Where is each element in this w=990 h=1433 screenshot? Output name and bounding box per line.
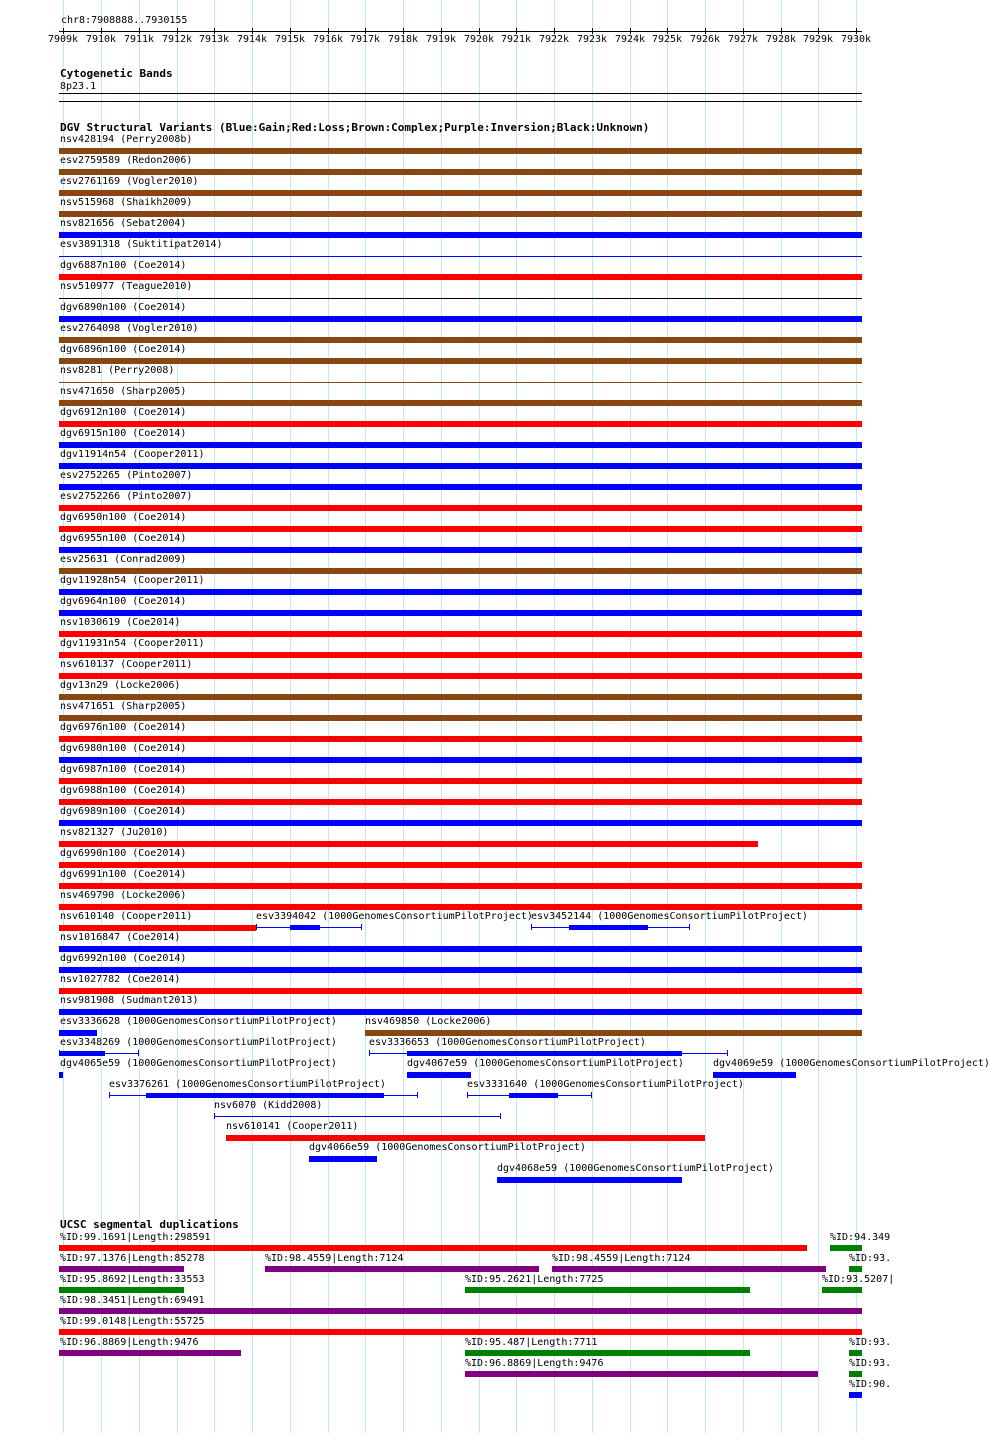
sv-feature xyxy=(59,484,862,490)
sv-feature xyxy=(59,673,862,679)
ruler-tick-label: 7910k xyxy=(85,34,117,45)
sv-label: nsv6070 (Kidd2008) xyxy=(214,1100,323,1111)
sv-feature xyxy=(214,1116,501,1117)
segdup-feature xyxy=(59,1266,184,1272)
ruler-tick-label: 7923k xyxy=(576,34,608,45)
sv-end-tick xyxy=(109,1092,110,1098)
sv-label: dgv6896n100 (Coe2014) xyxy=(60,344,187,355)
sv-label: dgv6989n100 (Coe2014) xyxy=(60,806,187,817)
sv-label: dgv6887n100 (Coe2014) xyxy=(60,260,187,271)
segdup-label: %ID:98.4559|Length:7124 xyxy=(265,1253,404,1264)
sv-label: nsv610140 (Cooper2011) xyxy=(60,911,193,922)
segdup-label: %ID:93. xyxy=(849,1358,892,1369)
sv-feature xyxy=(59,589,862,595)
ruler-tick-label: 7926k xyxy=(689,34,721,45)
sv-label: nsv981908 (Sudmant2013) xyxy=(60,995,199,1006)
sv-feature xyxy=(59,862,862,868)
sv-label: nsv610137 (Cooper2011) xyxy=(60,659,193,670)
sv-feature xyxy=(59,715,862,721)
sv-label: dgv4066e59 (1000GenomesConsortiumPilotProject) xyxy=(309,1142,586,1153)
sv-label: dgv6988n100 (Coe2014) xyxy=(60,785,187,796)
sv-end-tick xyxy=(361,924,362,930)
ruler-tick-label: 7929k xyxy=(802,34,834,45)
sv-label: dgv6990n100 (Coe2014) xyxy=(60,848,187,859)
sv-feature xyxy=(497,1177,682,1183)
segdup-label: %ID:95.487|Length:7711 xyxy=(465,1337,598,1348)
ruler-tick-label: 7924k xyxy=(614,34,646,45)
sv-end-tick xyxy=(256,924,257,930)
ruler-tick-label: 7930k xyxy=(840,34,872,45)
sv-feature xyxy=(59,988,862,994)
sv-end-tick xyxy=(369,1050,370,1056)
sv-label: dgv6987n100 (Coe2014) xyxy=(60,764,187,775)
sv-label: esv2752265 (Pinto2007) xyxy=(60,470,193,481)
sv-label: dgv11928n54 (Cooper2011) xyxy=(60,575,205,586)
sv-feature xyxy=(59,967,862,973)
sv-feature xyxy=(59,799,862,805)
sv-feature xyxy=(713,1072,796,1078)
sv-label: esv25631 (Conrad2009) xyxy=(60,554,187,565)
segdup-label: %ID:96.8869|Length:9476 xyxy=(465,1358,604,1369)
segdup-label: %ID:98.4559|Length:7124 xyxy=(552,1253,691,1264)
sv-label: nsv515968 (Shaikh2009) xyxy=(60,197,193,208)
sv-label: dgv6980n100 (Coe2014) xyxy=(60,743,187,754)
segdup-feature xyxy=(465,1371,818,1377)
segdup-label: %ID:93. xyxy=(849,1337,892,1348)
sv-feature xyxy=(59,505,862,511)
sv-feature xyxy=(59,631,862,637)
sv-label: nsv821327 (Ju2010) xyxy=(60,827,169,838)
segdup-feature xyxy=(822,1287,862,1293)
sv-end-tick xyxy=(727,1050,728,1056)
sv-label: nsv469850 (Locke2006) xyxy=(365,1016,492,1027)
sv-feature xyxy=(59,778,862,784)
sv-label: nsv1030619 (Coe2014) xyxy=(60,617,181,628)
sv-feature xyxy=(59,883,862,889)
sv-feature xyxy=(59,946,862,952)
sv-feature xyxy=(59,382,862,383)
sv-feature xyxy=(59,736,862,742)
sv-feature xyxy=(59,169,862,175)
segdup-feature xyxy=(849,1350,862,1356)
sv-feature xyxy=(59,1030,97,1036)
sv-label: esv3394042 (1000GenomesConsortiumPilotProject) xyxy=(256,911,533,922)
sv-label: dgv11931n54 (Cooper2011) xyxy=(60,638,205,649)
sv-label: dgv4069e59 (1000GenomesConsortiumPilotProject) xyxy=(713,1058,990,1069)
sv-label: nsv1016847 (Coe2014) xyxy=(60,932,181,943)
sv-end-tick xyxy=(689,924,690,930)
ruler-tick-label: 7920k xyxy=(463,34,495,45)
ruler-tick-label: 7914k xyxy=(236,34,268,45)
sv-label: nsv610141 (Cooper2011) xyxy=(226,1121,359,1132)
sv-feature xyxy=(407,1072,471,1078)
sv-feature xyxy=(59,694,862,700)
sv-label: esv3331640 (1000GenomesConsortiumPilotProject) xyxy=(467,1079,744,1090)
sv-feature xyxy=(59,358,862,364)
sv-feature xyxy=(59,547,862,553)
ruler-tick-label: 7909k xyxy=(47,34,79,45)
sv-feature xyxy=(59,256,862,257)
sv-label: nsv469790 (Locke2006) xyxy=(60,890,187,901)
ruler-tick-label: 7922k xyxy=(538,34,570,45)
sv-feature xyxy=(59,925,256,931)
sv-feature xyxy=(365,1030,862,1036)
sv-label: esv3452144 (1000GenomesConsortiumPilotProject) xyxy=(531,911,808,922)
sv-label: nsv1027782 (Coe2014) xyxy=(60,974,181,985)
segdup-feature xyxy=(552,1266,826,1272)
sv-feature xyxy=(309,1156,377,1162)
sv-feature xyxy=(59,298,862,299)
cytoband-line-bottom xyxy=(59,101,862,102)
segdup-feature xyxy=(465,1287,750,1293)
segdup-feature xyxy=(59,1308,862,1314)
sv-feature xyxy=(59,148,862,154)
sv-end-tick xyxy=(500,1113,501,1119)
position-label: chr8:7908888..7930155 xyxy=(61,15,188,26)
sv-label: dgv6976n100 (Coe2014) xyxy=(60,722,187,733)
sv-feature xyxy=(59,463,862,469)
ruler-tick-label: 7919k xyxy=(425,34,457,45)
sv-feature xyxy=(59,1051,105,1056)
sv-feature xyxy=(59,1072,63,1078)
cytoband-line-top xyxy=(59,93,862,94)
sv-end-tick xyxy=(591,1092,592,1098)
sv-label: nsv821656 (Sebat2004) xyxy=(60,218,187,229)
ruler-tick-label: 7918k xyxy=(387,34,419,45)
segdup-feature xyxy=(265,1266,539,1272)
segdup-feature xyxy=(465,1350,750,1356)
segdup-label: %ID:95.8692|Length:33553 xyxy=(60,1274,205,1285)
sv-label: dgv11914n54 (Cooper2011) xyxy=(60,449,205,460)
sv-label: dgv6964n100 (Coe2014) xyxy=(60,596,187,607)
segdup-feature xyxy=(59,1350,241,1356)
ruler-tick-label: 7917k xyxy=(349,34,381,45)
sv-label: esv3891318 (Suktitipat2014) xyxy=(60,239,223,250)
sv-feature xyxy=(59,211,862,217)
sv-label: esv2752266 (Pinto2007) xyxy=(60,491,193,502)
segdup-feature xyxy=(849,1266,862,1272)
sv-feature xyxy=(226,1135,706,1141)
segdup-label: %ID:95.2621|Length:7725 xyxy=(465,1274,604,1285)
ruler-tick-label: 7915k xyxy=(274,34,306,45)
ruler-tick-label: 7928k xyxy=(765,34,797,45)
sv-feature xyxy=(59,757,862,763)
ruler-tick-label: 7921k xyxy=(500,34,532,45)
segdup-label: %ID:99.1691|Length:298591 xyxy=(60,1232,211,1243)
dgv-track-title: DGV Structural Variants (Blue:Gain;Red:Loss;Brown:Complex;Purple:Inversion;Black:Unknown) xyxy=(60,121,650,134)
segdup-label: %ID:96.8869|Length:9476 xyxy=(60,1337,199,1348)
ruler-tick-label: 7925k xyxy=(651,34,683,45)
sv-label: dgv6915n100 (Coe2014) xyxy=(60,428,187,439)
sv-feature xyxy=(59,610,862,616)
segdup-label: %ID:94.349 xyxy=(830,1232,891,1243)
sv-feature xyxy=(59,568,862,574)
sv-feature xyxy=(509,1093,558,1098)
sv-label: esv3336628 (1000GenomesConsortiumPilotProject) xyxy=(60,1016,337,1027)
sv-feature xyxy=(59,841,758,847)
sv-label: esv3348269 (1000GenomesConsortiumPilotProject) xyxy=(60,1037,337,1048)
sv-end-tick xyxy=(417,1092,418,1098)
sv-feature xyxy=(59,421,862,427)
segdup-label: %ID:97.1376|Length:85278 xyxy=(60,1253,205,1264)
segdup-label: %ID:93.5207| xyxy=(822,1274,895,1285)
sv-feature xyxy=(290,925,320,930)
sv-label: dgv4067e59 (1000GenomesConsortiumPilotProject) xyxy=(407,1058,684,1069)
ruler-tick-label: 7927k xyxy=(727,34,759,45)
sv-end-tick xyxy=(138,1050,139,1056)
ruler-tick-label: 7916k xyxy=(312,34,344,45)
sv-end-tick xyxy=(214,1113,215,1119)
sv-label: dgv6950n100 (Coe2014) xyxy=(60,512,187,523)
sv-label: dgv6955n100 (Coe2014) xyxy=(60,533,187,544)
sv-label: esv2764098 (Vogler2010) xyxy=(60,323,199,334)
segdup-label: %ID:98.3451|Length:69491 xyxy=(60,1295,205,1306)
sv-feature xyxy=(59,190,862,196)
sv-feature xyxy=(59,337,862,343)
sv-feature xyxy=(59,232,862,238)
segdup-feature xyxy=(830,1245,862,1251)
segdup-track-title: UCSC segmental duplications xyxy=(60,1218,239,1231)
sv-feature xyxy=(569,925,648,930)
sv-feature xyxy=(59,400,862,406)
sv-label: dgv6991n100 (Coe2014) xyxy=(60,869,187,880)
sv-label: dgv6890n100 (Coe2014) xyxy=(60,302,187,313)
segdup-feature xyxy=(59,1329,862,1335)
cytoband-label: 8p23.1 xyxy=(60,81,97,92)
sv-end-tick xyxy=(467,1092,468,1098)
segdup-feature xyxy=(849,1392,862,1398)
sv-feature xyxy=(59,1009,862,1015)
sv-feature xyxy=(59,316,862,322)
segdup-feature xyxy=(59,1245,807,1251)
sv-label: nsv471651 (Sharp2005) xyxy=(60,701,187,712)
segdup-feature xyxy=(59,1287,184,1293)
sv-label: dgv6992n100 (Coe2014) xyxy=(60,953,187,964)
sv-label: dgv4068e59 (1000GenomesConsortiumPilotProject) xyxy=(497,1163,774,1174)
sv-feature xyxy=(59,442,862,448)
segdup-label: %ID:90. xyxy=(849,1379,892,1390)
sv-label: esv2759589 (Redon2006) xyxy=(60,155,193,166)
sv-feature xyxy=(59,526,862,532)
sv-label: dgv4065e59 (1000GenomesConsortiumPilotProject) xyxy=(60,1058,337,1069)
sv-label: dgv13n29 (Locke2006) xyxy=(60,680,181,691)
sv-feature xyxy=(59,904,862,910)
ruler-tick-label: 7912k xyxy=(161,34,193,45)
segdup-label: %ID:99.0148|Length:55725 xyxy=(60,1316,205,1327)
sv-end-tick xyxy=(531,924,532,930)
ruler-tick-label: 7913k xyxy=(198,34,230,45)
sv-feature xyxy=(59,274,862,280)
sv-label: esv2761169 (Vogler2010) xyxy=(60,176,199,187)
sv-label: nsv428194 (Perry2008b) xyxy=(60,134,193,145)
segdup-label: %ID:93. xyxy=(849,1253,892,1264)
sv-feature xyxy=(146,1093,384,1098)
sv-label: nsv510977 (Teague2010) xyxy=(60,281,193,292)
sv-feature xyxy=(59,652,862,658)
segdup-feature xyxy=(849,1371,862,1377)
sv-label: dgv6912n100 (Coe2014) xyxy=(60,407,187,418)
sv-label: esv3336653 (1000GenomesConsortiumPilotProject) xyxy=(369,1037,646,1048)
sv-label: esv3376261 (1000GenomesConsortiumPilotProject) xyxy=(109,1079,386,1090)
sv-label: nsv8281 (Perry2008) xyxy=(60,365,175,376)
sv-label: nsv471650 (Sharp2005) xyxy=(60,386,187,397)
cytobands-track-title: Cytogenetic Bands xyxy=(60,67,173,80)
sv-feature xyxy=(59,820,862,826)
ruler-tick-label: 7911k xyxy=(123,34,155,45)
ruler-axis-line xyxy=(59,31,862,32)
sv-feature xyxy=(407,1051,683,1056)
